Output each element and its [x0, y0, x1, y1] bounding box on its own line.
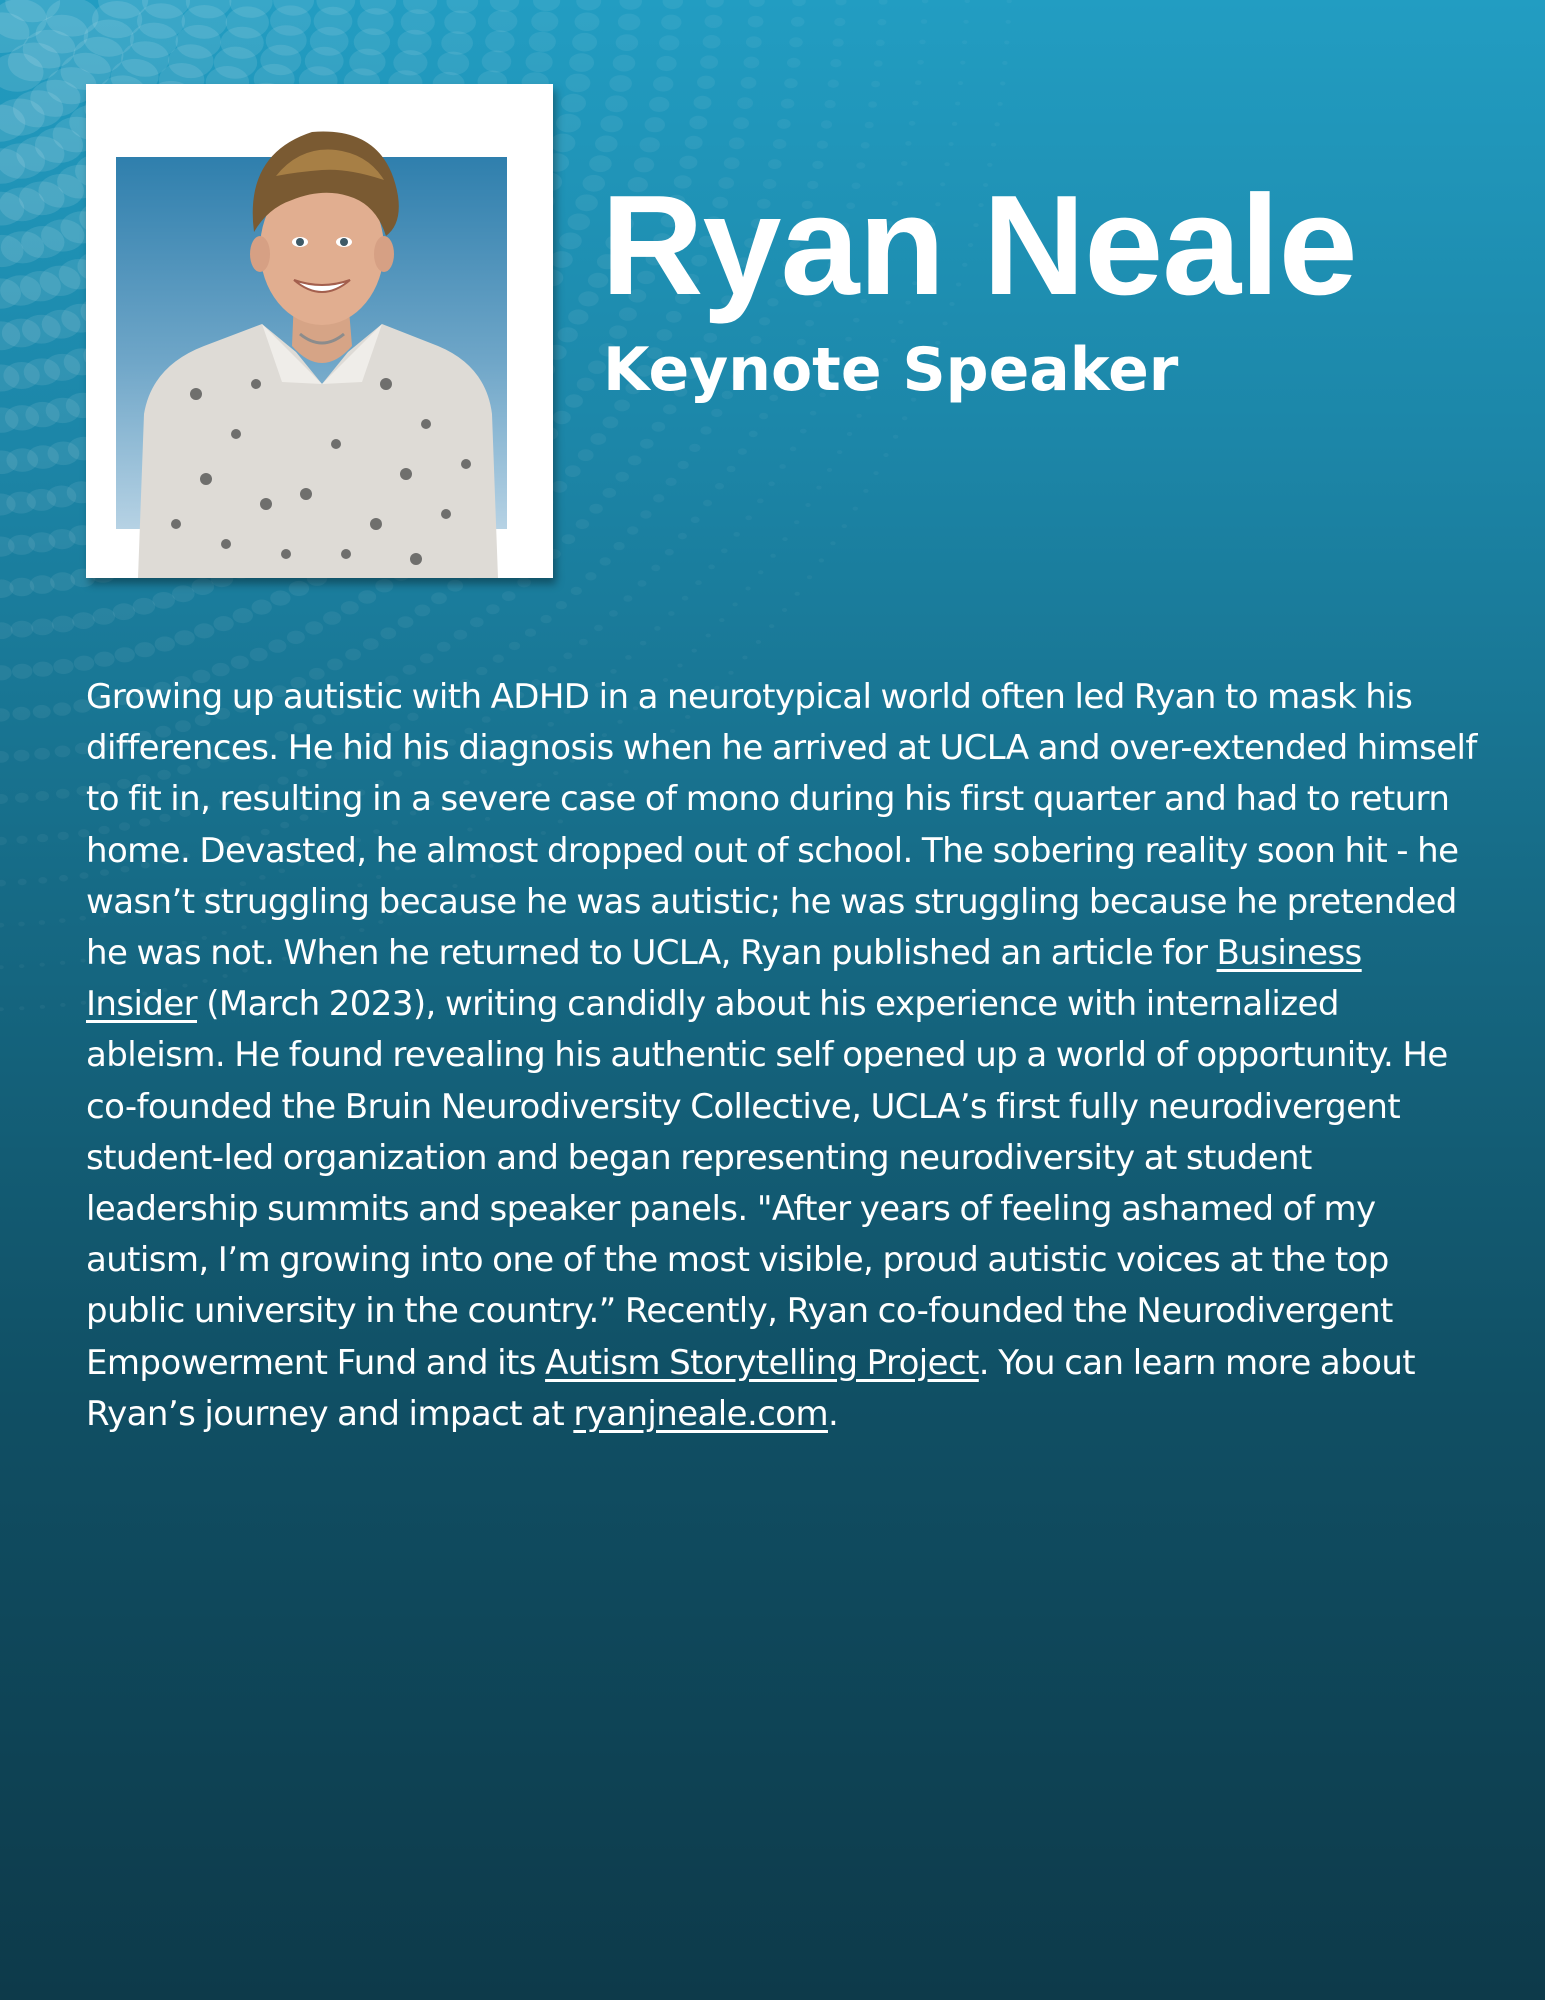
bio-text-3: . You can learn more about Ryan’s journey and impact at: [86, 1342, 1416, 1434]
speaker-role: Keynote Speaker: [603, 335, 1179, 405]
autism-storytelling-project-link[interactable]: Autism Storytelling Project: [545, 1342, 979, 1383]
bio-text-1: Growing up autistic with ADHD in a neurotypical world often led Ryan to mask his differences. He hid his diagnosis when he arrived at UCLA and over-extended himself to fit in, resulting in a severe case of mono during his first quarter and had to return home. Devasted, he almost dropped out of school. The sobering reality soon hit - he wasn’t struggling because he was autistic; he was struggling because he pretended he was not. When he returned to UCLA, Ryan published an article for: [86, 677, 1477, 974]
bio-text-4: .: [827, 1393, 839, 1434]
bio-text-2: (March 2023), writing candidly about his experience with internalized ableism. He found revealing his authentic self opened up a world of opportunity. He co-founded the Bruin Neurodiversity Collective, UCLA’s first fully neurodivergent student-led organization and began representing neurodiversity at student leadership summits and speaker panels. "After years of feeling ashamed of my autism, I’m growing into one of the most visible, proud autistic voices at the top public university in the country.” Recently, Ryan co-founded the Neurodivergent Empowerment Fund and its: [86, 984, 1448, 1383]
speaker-photo: [86, 84, 553, 578]
speaker-bio: [86, 672, 1481, 1440]
speaker-portrait-icon: [86, 84, 553, 578]
business-insider-link[interactable]: Business Insider: [86, 933, 1362, 1025]
speaker-name: Ryan Neale: [601, 166, 1357, 325]
website-link[interactable]: ryanjneale.com: [573, 1393, 828, 1434]
